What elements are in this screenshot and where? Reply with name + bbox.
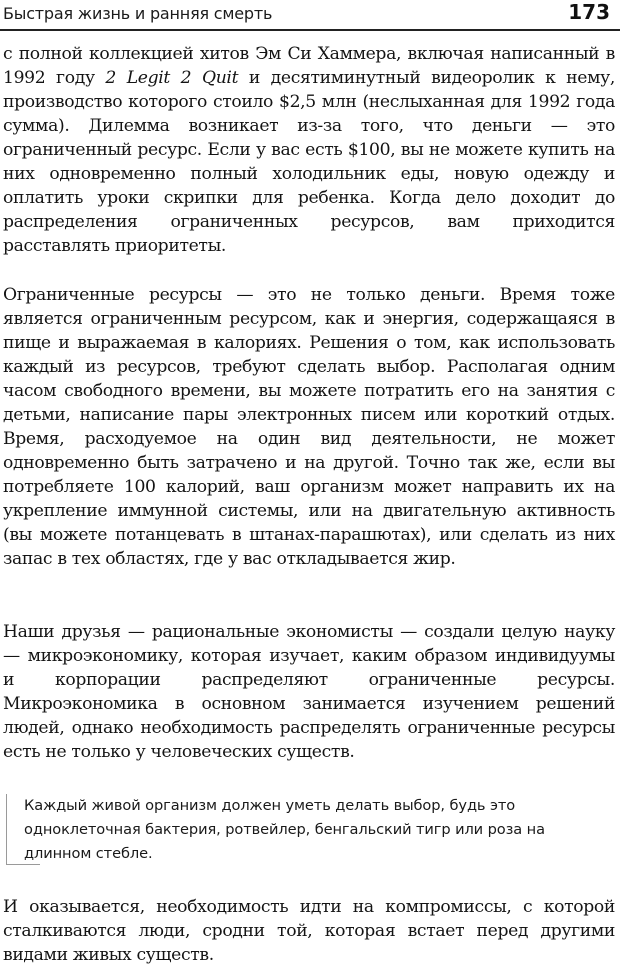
paragraph-1-text-before-title: с полной коллекцией хитов Эм Си Хаммера, включая написанный в 1992 году [3,44,615,88]
page-number: 173 [568,0,610,24]
header-rule [0,29,620,31]
page-header [0,0,620,30]
paragraph-1-text-after-title: и десятиминутный видеоролик к нему, производство которого стоило $2,5 млн (неслыханная для 1992 года сумма). Дилемма возникает из-за того, что деньги — это ограниченный ресурс. Если у вас есть $100, вы не можете купить на них одновременно полный холодильник еды, новую одежду и оплатить уроки скрипки для ребенка. Когда дело доходит до распределения ограниченных ресурсов, вам приходится расставлять приоритеты. [3,68,615,256]
running-title: Быстрая жизнь и ранняя смерть [3,4,273,23]
paragraph-4: И оказывается, необходимость идти на компромиссы, с которой сталкиваются люди, сродни той, которая встает перед другими видами живых существ. [3,897,615,965]
paragraph-1 [3,42,615,258]
pull-quote-bar [6,794,7,864]
paragraph-3: Наши друзья — рациональные экономисты — создали целую науку — микроэкономику, которая изучает, каким образом индивидуумы и корпорации распределяют ограниченные ресурсы. Микроэкономика в основном занимается изучением решений людей, однако необходимость распределять ограниченные ресурсы есть не только у человеческих существ. [3,622,615,762]
song-title: 2 Legit 2 Quit [105,68,239,88]
pull-quote-text: Каждый живой организм должен уметь делать выбор, будь это одноклеточная бактерия, ротвейлер, бенгальский тигр или роза на длинном стебле. [24,797,545,862]
paragraph-2: Ограниченные ресурсы — это не только деньги. Время тоже является ограниченным ресурсом, как и энергия, содержащаяся в пище и выражаемая в калориях. Решения о том, как использовать каждый из ресурсов, требуют сделать выбор. Располагая одним часом свободного времени, вы можете потратить его на занятия с детьми, написание пары электронных писем или короткий отдых. Время, расходуемое на один вид деятельности, не может одновременно быть затрачено и на другой. Точно так же, если вы потребляете 100 калорий, ваш организм может направить их на укрепление иммунной системы, или на двигательную активность (вы можете потанцевать в штанах-парашютах), или сделать из них запас в тех областях, где у вас откладывается жир. [3,285,615,569]
pull-quote [6,794,594,866]
